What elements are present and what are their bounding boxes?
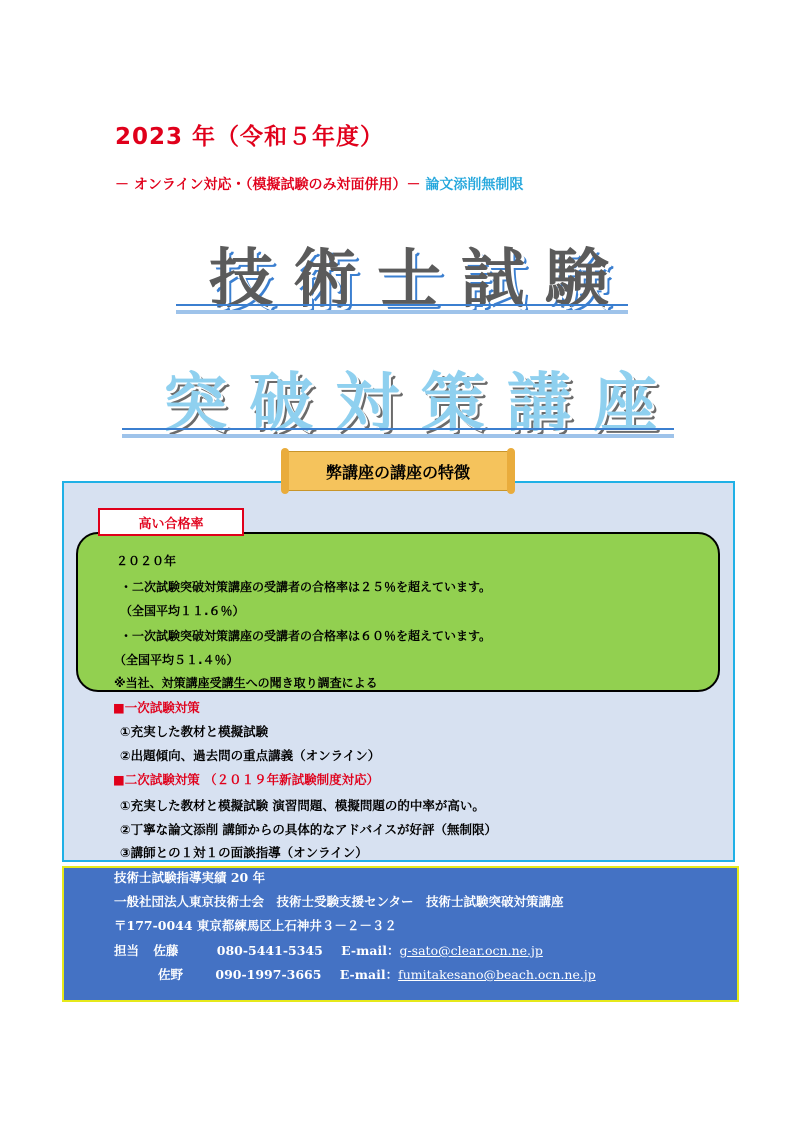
email-link[interactable]: fumitakesano@beach.ocn.ne.jp xyxy=(398,967,596,982)
contact-panel xyxy=(62,866,739,1002)
second-exam-item: ②丁寧な論文添削 講師からの具体的なアドバイスが好評（無制限） xyxy=(120,822,498,837)
pass-rate-box xyxy=(76,532,720,692)
first-exam-item: ②出題傾向、過去問の重点講義（オンライン） xyxy=(120,748,381,763)
contact-row-sano xyxy=(158,965,596,983)
organization-name: 一般社団法人東京技術士会 技術士受験支援センター 技術士試験突破対策講座 xyxy=(114,894,564,909)
second-exam-item: ③講師との１対１の面談指導（オンライン） xyxy=(120,845,368,860)
pass-rate-tag: 高い合格率 xyxy=(98,508,244,536)
features-banner-label: 弊講座の講座の特徴 xyxy=(325,462,470,482)
first-exam-item: ①充実した教材と模擬試験 xyxy=(120,724,269,739)
second-exam-heading: ■二次試験対策 （２０１９年新試験制度対応） xyxy=(113,772,380,787)
unlimited-review-note: 論文添削無制限 xyxy=(425,177,524,193)
sub-title: 突破対策講座 xyxy=(163,366,679,441)
email-label: E-mail： xyxy=(339,967,399,982)
contact-phone[interactable]: 080-5441-5345 xyxy=(216,943,323,958)
contact-role: 担当 xyxy=(114,943,140,958)
main-title: 技術士試験 xyxy=(209,242,629,317)
contact-name: 佐野 xyxy=(158,967,184,982)
subtitle-underline-accent xyxy=(122,434,674,438)
title-underline xyxy=(176,304,628,306)
contact-row-sato xyxy=(114,941,543,959)
second-exam-item: ①充実した教材と模擬試験 演習問題、模擬問題の的中率が高い。 xyxy=(120,798,485,813)
first-exam-heading: ■一次試験対策 xyxy=(113,700,200,715)
title-underline-accent xyxy=(176,310,628,314)
contact-name: 佐藤 xyxy=(153,943,179,958)
contact-phone[interactable]: 090-1997-3665 xyxy=(215,967,322,982)
online-format-note: － オンライン対応・（模擬試験のみ対面併用）－ xyxy=(115,177,421,193)
pass-rate-second-average: （全国平均１１.６％） xyxy=(120,604,245,618)
pass-rate-first-average: （全国平均５１.４％） xyxy=(114,653,239,667)
format-subline xyxy=(115,174,523,194)
track-record: 技術士試験指導実績 20 年 xyxy=(114,870,266,885)
features-banner xyxy=(284,451,512,491)
year-heading: 2023 年（令和５年度） xyxy=(115,124,385,150)
pass-rate-note: ※当社、対策講座受講生への聞き取り調査による xyxy=(114,676,378,690)
email-link[interactable]: g-sato@clear.ocn.ne.jp xyxy=(399,943,543,958)
postal-address: 〒177-0044 東京都練馬区上石神井３－２－３２ xyxy=(114,918,397,933)
pass-rate-first-exam: ・一次試験突破対策講座の受講者の合格率は６０％を超えています。 xyxy=(120,629,492,643)
email-label: E-mail： xyxy=(341,943,400,958)
subtitle-underline xyxy=(122,428,674,430)
pass-rate-second-exam: ・二次試験突破対策講座の受講者の合格率は２５％を超えています。 xyxy=(120,580,492,594)
pass-rate-year: ２０２０年 xyxy=(116,554,177,568)
